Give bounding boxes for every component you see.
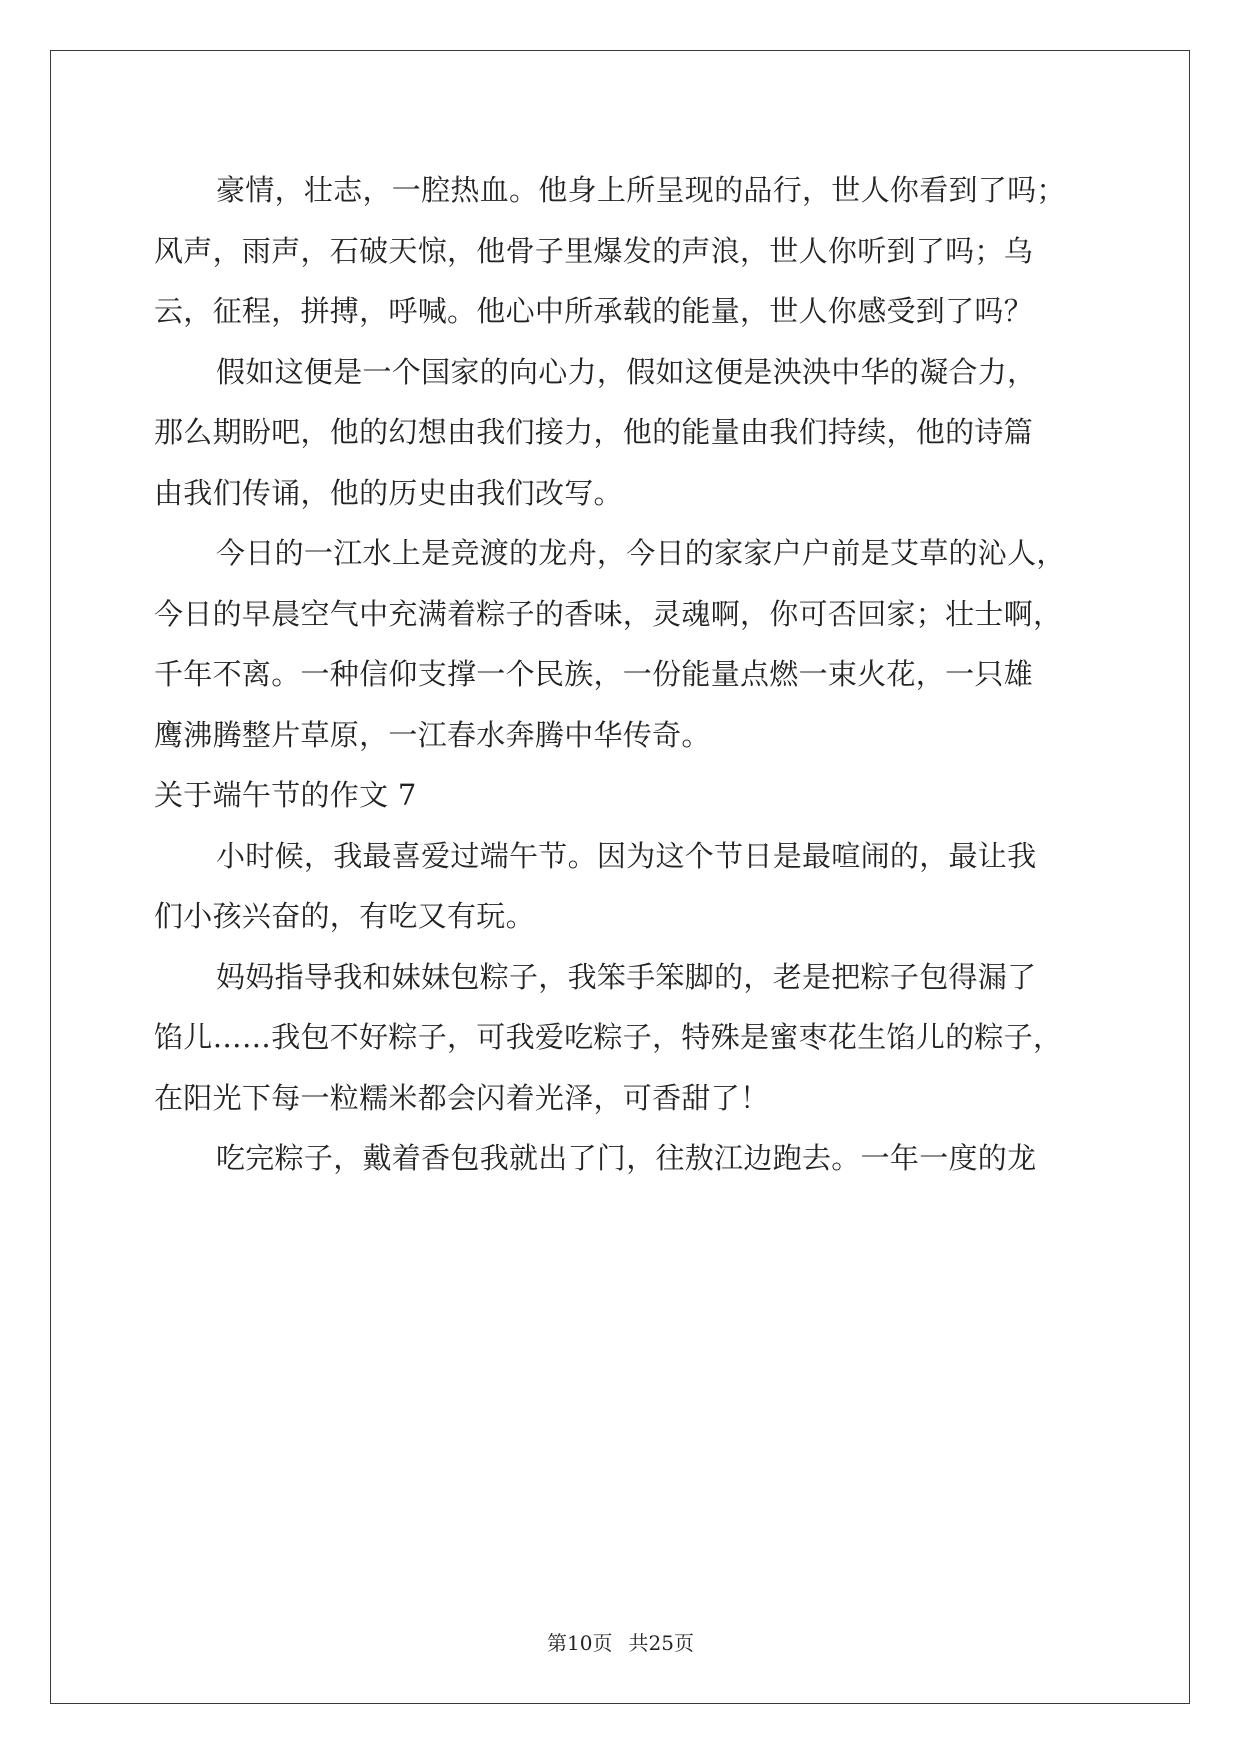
text-line: 今日的一江水上是竞渡的龙舟，今日的家家户户前是艾草的沁人，	[216, 536, 1066, 570]
text-line: 千年不离。一种信仰支撑一个民族，一份能量点燃一束火花，一只雄	[154, 657, 1034, 691]
total-prefix: 共	[628, 1631, 649, 1655]
text-line: 豪情，壮志，一腔热血。他身上所呈现的品行，世人你看到了吗；	[216, 173, 1066, 207]
page-total: 25	[648, 1631, 674, 1655]
text-line: 妈妈指导我和妹妹包粽子，我笨手笨脚的，老是把粽子包得漏了	[216, 959, 1037, 994]
text-line: 今日的早晨空气中充满着粽子的香味，灵魂啊，你可否回家；壮士啊，	[154, 596, 1063, 631]
page-footer	[0, 1627, 1241, 1656]
page-number: 10	[567, 1631, 593, 1655]
text-line: 假如这便是一个国家的向心力，假如这便是泱泱中华的凝合力，	[216, 354, 1037, 389]
text-line: 云，征程，拼搏，呼喊。他心中所承载的能量，世人你感受到了吗？	[154, 294, 1034, 328]
text-line: 由我们传诵，他的历史由我们改写。	[154, 475, 623, 510]
text-line: 鹰沸腾整片草原，一江春水奔腾中华传奇。	[154, 717, 711, 752]
text-line: 馅儿……我包不好粽子，可我爱吃粽子，特殊是蜜枣花生馅儿的粽子，	[154, 1020, 1063, 1054]
document-body	[154, 160, 1094, 1189]
text-line: 小时候，我最喜爱过端午节。因为这个节日是最喧闹的，最让我	[216, 838, 1037, 873]
total-suffix: 页	[673, 1631, 694, 1655]
section-heading: 关于端午节的作文 7	[154, 778, 417, 812]
text-line: 吃完粽子，戴着香包我就出了门，往敖江边跑去。一年一度的龙	[216, 1141, 1037, 1175]
text-line: 们小孩兴奋的，有吃又有玩。	[154, 899, 535, 933]
page-prefix: 第	[547, 1631, 568, 1655]
page-suffix: 页	[592, 1631, 613, 1655]
text-line: 风声，雨声，石破天惊，他骨子里爆发的声浪，世人你听到了吗；乌	[154, 233, 1034, 268]
text-line: 那么期盼吧，他的幻想由我们接力，他的能量由我们持续，他的诗篇	[154, 415, 1034, 449]
text-line: 在阳光下每一粒糯米都会闪着光泽，可香甜了！	[154, 1080, 770, 1115]
